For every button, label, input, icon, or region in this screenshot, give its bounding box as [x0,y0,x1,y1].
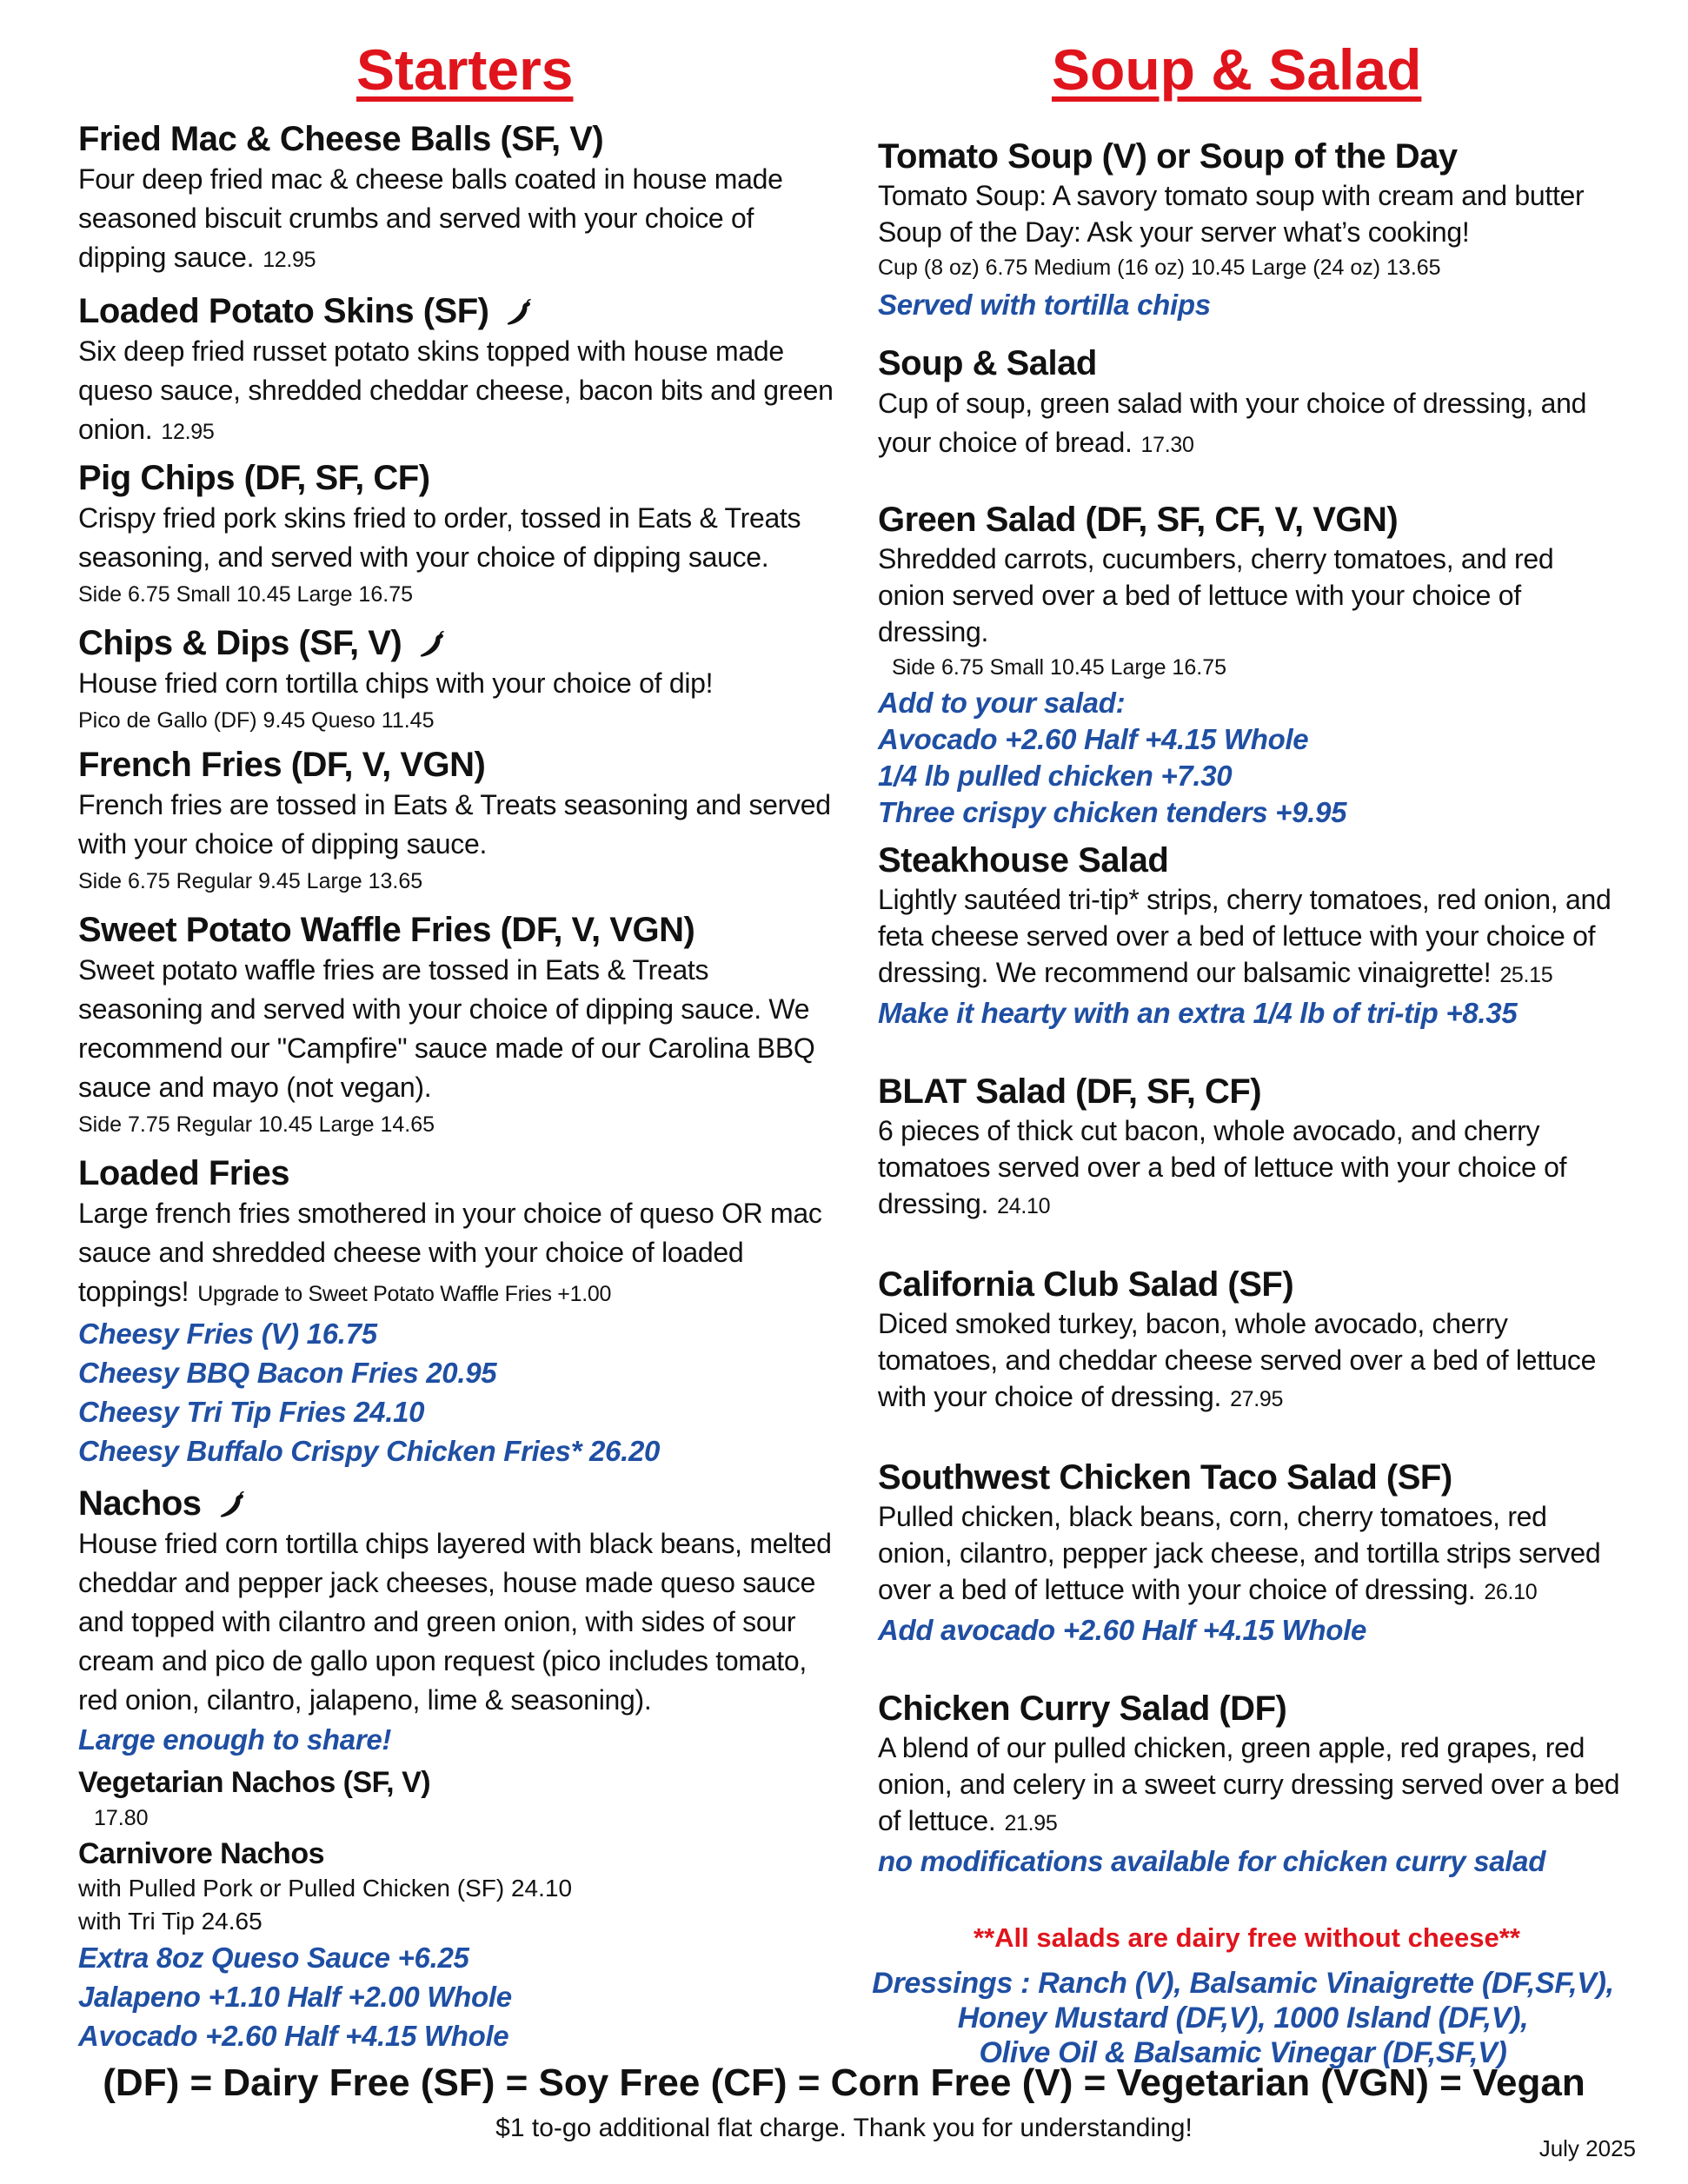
item-description: Lightly sautéed tri-tip* strips, cherry tomatoes, red onion, and feta cheese served over a bed of lettuce with your choice of dressing. We recommend our balsamic vinaigrette! 25.15 [878,884,1612,988]
menu-item-pig-chips [78,457,834,612]
item-name: California Club Salad (SF) [878,1265,1294,1304]
item-description: Sweet potato waffle fries are tossed in Eats & Treats seasoning and served with your choice of dipping sauce. We recommend our "Campfire" sauce made of our Carolina BBQ sauce and mayo (not vegan). [78,954,815,1103]
item-name: Tomato Soup (V) or Soup of the Day [878,137,1458,176]
item-description: House fried corn tortilla chips layered with black beans, melted cheddar and pepper jack cheeses, house made queso sauce and topped with cilantro and green onion, with sides of sour cream and pico de gallo upon request (pico includes tomato, red onion, cilantro, jalapeno, lime & seasoning). [78,1528,832,1716]
menu-item-loaded-fries [78,1152,834,1470]
starters-title: Starters [356,37,574,102]
chili-pepper-icon [417,630,447,660]
item-name: Pig Chips (DF, SF, CF) [78,459,430,497]
item-description: Soup of the Day: Ask your server what’s cooking! [878,216,1470,248]
menu-item-soup-and-salad [878,342,1625,465]
dressings-line: Olive Oil & Balsamic Vinegar (DF,SF,V) [979,2036,1507,2069]
item-price: 21.95 [1004,1811,1058,1835]
menu-item-green-salad [878,499,1625,831]
item-name: Nachos [78,1483,834,1524]
menu-item-california-club-salad [878,1264,1625,1417]
vegetarian-nachos-price: 17.80 [94,1806,149,1830]
upgrade-note: Upgrade to Sweet Potato Waffle Fries +1.00 [197,1282,612,1306]
item-prices: Cup (8 oz) 6.75 Medium (16 oz) 10.45 Large (24 oz) 13.65 [878,256,1441,280]
soup-salad-title: Soup & Salad [1052,37,1422,102]
salad-addon: 1/4 lb pulled chicken +7.30 [878,760,1233,792]
menu-item-mac-balls [78,118,834,280]
item-note: no modifications available for chicken curry salad [878,1845,1546,1877]
dressings-list [861,1966,1625,2070]
to-go-charge-note: $1 to-go additional flat charge. Thank you for understanding! [495,2114,1193,2142]
item-prices: Side 6.75 Small 10.45 Large 16.75 [78,582,413,607]
item-prices: Side 6.75 Regular 9.45 Large 13.65 [78,869,423,893]
item-prices: Side 6.75 Small 10.45 Large 16.75 [892,655,1226,680]
carnivore-nachos-name: Carnivore Nachos [78,1837,324,1870]
item-name: Green Salad (DF, SF, CF, V, VGN) [878,501,1399,539]
salad-addon: Add to your salad: [878,687,1126,719]
item-description: Six deep fried russet potato skins topped with house made queso sauce, shredded cheddar cheese, bacon bits and green onion. 12.95 [78,335,834,445]
menu-date: July 2025 [1538,2135,1636,2161]
nachos-extra: Jalapeno +1.10 Half +2.00 Whole [78,1981,512,2013]
item-note: Add avocado +2.60 Half +4.15 Whole [878,1614,1366,1646]
item-name: Chicken Curry Salad (DF) [878,1689,1287,1728]
item-name: Steakhouse Salad [878,841,1169,880]
salad-addon: Avocado +2.60 Half +4.15 Whole [878,723,1309,755]
item-description: Large french fries smothered in your choice of queso OR mac sauce and shredded cheese with your choice of loaded toppings! Upgrade to Sweet Potato Waffle Fries +1.00 [78,1198,822,1307]
item-description: House fried corn tortilla chips with your choice of dip! [78,667,714,699]
salad-addon: Three crispy chicken tenders +9.95 [878,796,1347,828]
item-description: Tomato Soup: A savory tomato soup with cream and butter [878,180,1585,211]
item-name: Sweet Potato Waffle Fries (DF, V, VGN) [78,911,695,949]
share-note: Large enough to share! [78,1723,392,1756]
item-price: 27.95 [1230,1387,1284,1411]
loaded-fries-option: Cheesy BBQ Bacon Fries 20.95 [78,1357,497,1389]
menu-item-steakhouse-salad [878,840,1625,1032]
vegetarian-nachos-name: Vegetarian Nachos (SF, V) [78,1766,431,1799]
dressings-line: Dressings : Ranch (V), Balsamic Vinaigrette (DF,SF,V), [872,1967,1614,2000]
item-note: Served with tortilla chips [878,289,1211,321]
chili-pepper-icon [504,298,534,328]
nachos-extra: Extra 8oz Queso Sauce +6.25 [78,1942,469,1974]
menu-item-waffle-fries [78,909,834,1142]
item-description: Crispy fried pork skins fried to order, tossed in Eats & Treats seasoning, and served with your choice of dipping sauce. [78,502,801,573]
loaded-fries-option: Cheesy Fries (V) 16.75 [78,1318,377,1350]
menu-item-nachos [78,1483,834,2055]
chili-pepper-icon [217,1490,247,1520]
loaded-fries-option: Cheesy Buffalo Crispy Chicken Fries* 26.20 [78,1435,661,1467]
menu-item-blat-salad [878,1071,1625,1225]
item-prices: Pico de Gallo (DF) 9.45 Queso 11.45 [78,708,435,733]
item-price: 17.30 [1140,433,1194,457]
item-name: French Fries (DF, V, VGN) [78,746,486,784]
item-description: A blend of our pulled chicken, green apple, red grapes, red onion, and celery in a sweet curry dressing served over a bed of lettuce. 21.95 [878,1732,1620,1836]
item-description: Pulled chicken, black beans, corn, cherry tomatoes, red onion, cilantro, pepper jack cheese, and tortilla strips served over a bed of lettuce with your choice of dressing. 26.10 [878,1501,1601,1605]
menu-item-southwest-taco-salad [878,1457,1625,1650]
item-price: 26.10 [1484,1580,1538,1604]
item-description: Shredded carrots, cucumbers, cherry tomatoes, and red onion served over a bed of lettuce with your choice of dressing. [878,543,1554,647]
item-note: Make it hearty with an extra 1/4 lb of tri-tip +8.35 [878,997,1518,1029]
dairy-free-note: **All salads are dairy free without cheese** [974,1922,1520,1953]
dressings-line: Honey Mustard (DF,V), 1000 Island (DF,V), [957,2001,1529,2035]
item-price: 24.10 [997,1194,1051,1218]
item-name: Fried Mac & Cheese Balls (SF, V) [78,120,604,158]
dietary-legend: (DF) = Dairy Free (SF) = Soy Free (CF) = Corn Free (V) = Vegetarian (VGN) = Vegan [103,2061,1585,2104]
item-name: Southwest Chicken Taco Salad (SF) [878,1458,1452,1497]
item-price: 12.95 [161,420,215,444]
item-prices: Side 7.75 Regular 10.45 Large 14.65 [78,1112,435,1137]
item-name: Chips & Dips (SF, V) [78,622,834,664]
menu-item-french-fries [78,744,834,899]
item-price: 25.15 [1499,963,1553,987]
item-price: 12.95 [263,248,316,272]
nachos-extra: Avocado +2.60 Half +4.15 Whole [78,2020,509,2052]
item-name: BLAT Salad (DF, SF, CF) [878,1072,1262,1111]
item-description: Four deep fried mac & cheese balls coated in house made seasoned biscuit crumbs and served with your choice of dipping sauce. 12.95 [78,163,783,273]
menu-item-tomato-soup [878,136,1625,324]
carnivore-nachos-option: with Pulled Pork or Pulled Chicken (SF) 24.10 [78,1875,573,1902]
menu-item-potato-skins [78,290,834,452]
item-description: Diced smoked turkey, bacon, whole avocado, cherry tomatoes, and cheddar cheese served over a bed of lettuce with your choice of dressing. 27.95 [878,1308,1597,1412]
item-name: Loaded Potato Skins (SF) [78,290,834,332]
item-name: Loaded Fries [78,1154,289,1192]
menu-item-chicken-curry-salad [878,1688,1625,1881]
menu-item-chips-dips [78,622,834,738]
item-description: 6 pieces of thick cut bacon, whole avocado, and cherry tomatoes served over a bed of lettuce with your choice of dressing. 24.10 [878,1115,1567,1219]
loaded-fries-option: Cheesy Tri Tip Fries 24.10 [78,1396,425,1428]
item-description: French fries are tossed in Eats & Treats seasoning and served with your choice of dipping sauce. [78,789,831,860]
item-description: Cup of soup, green salad with your choice of dressing, and your choice of bread. 17.30 [878,388,1587,458]
carnivore-nachos-option: with Tri Tip 24.65 [78,1908,263,1935]
item-name: Soup & Salad [878,344,1097,382]
